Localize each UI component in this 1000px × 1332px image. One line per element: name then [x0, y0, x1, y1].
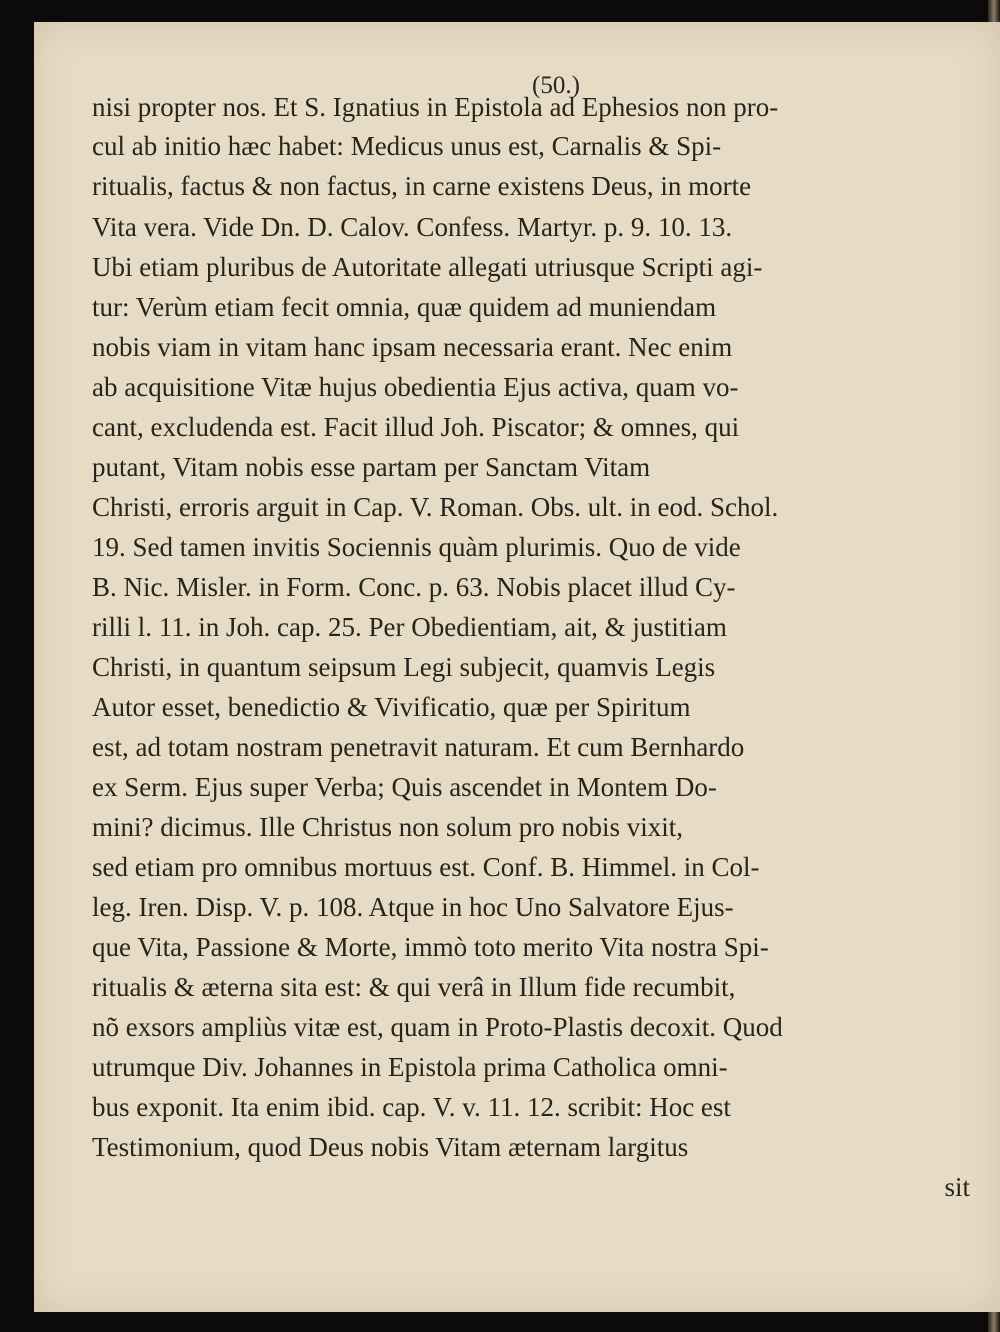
text-line: que Vita, Passione & Morte, immò toto merito Vita nostra Spi-: [92, 932, 769, 962]
text-line: nõ exsors ampliùs vitæ est, quam in Proto-Plastis decoxit. Quod: [92, 1012, 783, 1042]
text-line: ritualis, factus & non factus, in carne existens Deus, in morte: [92, 171, 752, 201]
book-page: [34, 22, 1000, 1312]
text-line: nobis viam in vitam hanc ipsam necessaria erant. Nec enim: [92, 332, 733, 362]
text-line: est, ad totam nostram penetravit naturam. Et cum Bernhardo: [92, 732, 745, 762]
page-number: (50.): [532, 72, 580, 99]
text-line: Autor esset, benedictio & Vivificatio, quæ per Spiritum: [92, 692, 691, 722]
text-line: Ubi etiam pluribus de Autoritate allegati utriusque Scripti agi-: [92, 252, 763, 282]
text-line: cul ab initio hæc habet: Medicus unus est, Carnalis & Spi-: [92, 131, 722, 161]
text-line: bus exponit. Ita enim ibid. cap. V. v. 11. 12. scribit: Hoc est: [92, 1092, 731, 1122]
text-line: nisi propter nos. Et S. Ignatius in Epistola ad Ephesios non pro-: [92, 92, 779, 122]
text-line: B. Nic. Misler. in Form. Conc. p. 63. Nobis placet illud Cy-: [92, 572, 736, 602]
text-line: putant, Vitam nobis esse partam per Sanctam Vitam: [92, 452, 651, 482]
text-line: Vita vera. Vide Dn. D. Calov. Confess. Martyr. p. 9. 10. 13.: [92, 212, 733, 242]
text-line: leg. Iren. Disp. V. p. 108. Atque in hoc Uno Salvatore Ejus-: [92, 892, 734, 922]
text-line: 19. Sed tamen invitis Sociennis quàm plurimis. Quo de vide: [92, 532, 741, 562]
catchword: sit: [944, 1172, 970, 1202]
text-line: rilli l. 11. in Joh. cap. 25. Per Obedientiam, ait, & justitiam: [92, 612, 727, 642]
text-line: Testimonium, quod Deus nobis Vitam æternam largitus: [92, 1132, 689, 1162]
text-line: tur: Verùm etiam fecit omnia, quæ quidem ad muniendam: [92, 292, 717, 322]
text-line: Christi, erroris arguit in Cap. V. Roman. Obs. ult. in eod. Schol.: [92, 492, 779, 522]
text-line: ex Serm. Ejus super Verba; Quis ascendet in Montem Do-: [92, 772, 717, 802]
text-line: ritualis & æterna sita est: & qui verâ in Illum fide recumbit,: [92, 972, 736, 1002]
text-line: mini? dicimus. Ille Christus non solum pro nobis vixit,: [92, 812, 683, 842]
text-line: ab acquisitione Vitæ hujus obedientia Ejus activa, quam vo-: [92, 372, 739, 402]
text-line: cant, excludenda est. Facit illud Joh. Piscator; & omnes, qui: [92, 412, 740, 442]
text-line: utrumque Div. Johannes in Epistola prima Catholica omni-: [92, 1052, 728, 1082]
text-line: sed etiam pro omnibus mortuus est. Conf. B. Himmel. in Col-: [92, 852, 760, 882]
text-line: Christi, in quantum seipsum Legi subjecit, quamvis Legis: [92, 652, 716, 682]
